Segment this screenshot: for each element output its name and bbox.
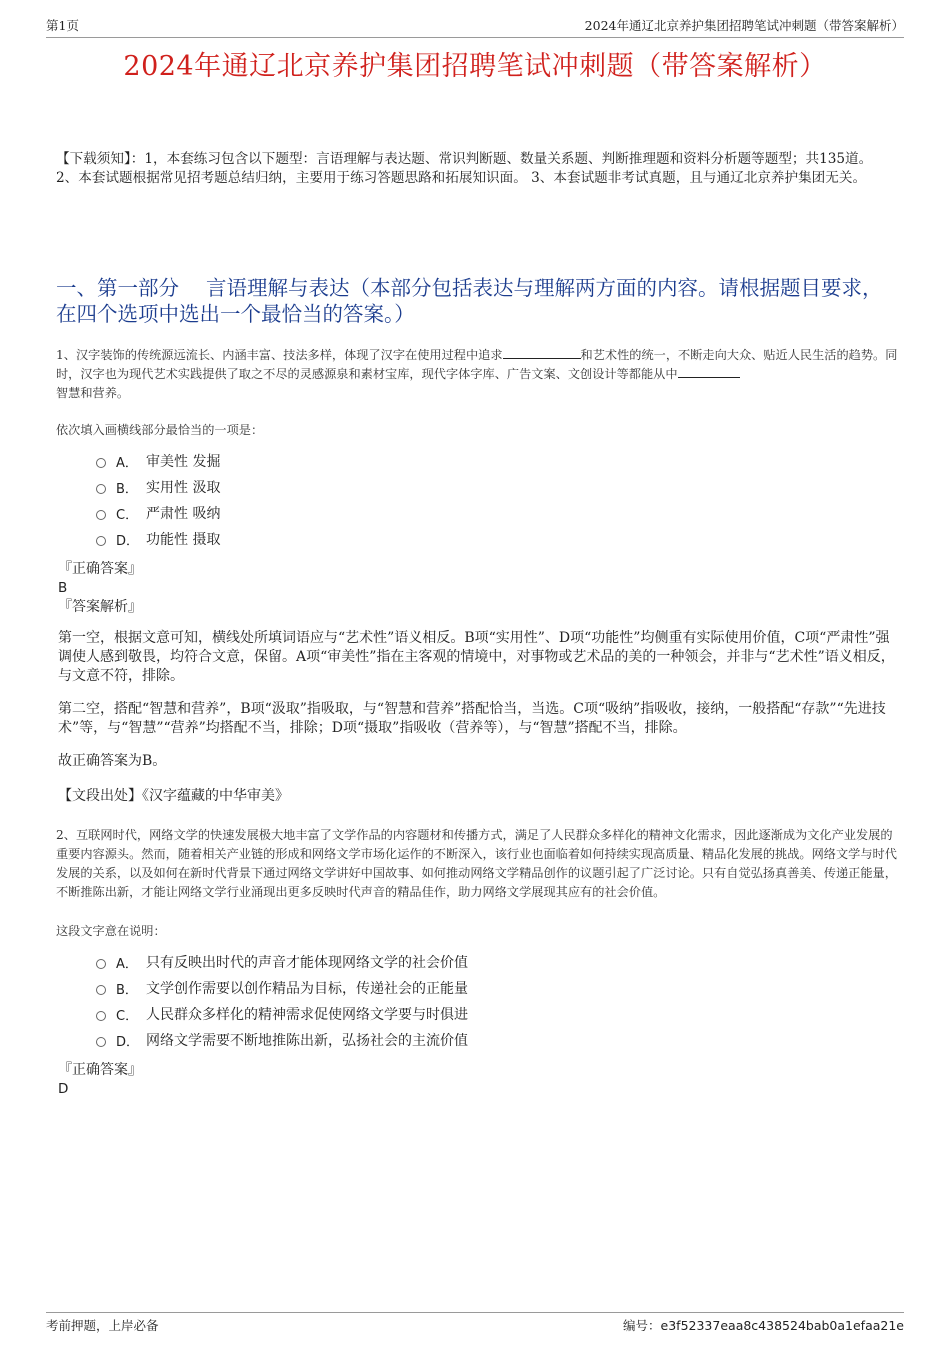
page-title: 2024年通辽北京养护集团招聘笔试冲刺题（带答案解析） xyxy=(123,51,827,82)
option-a[interactable] xyxy=(96,949,898,975)
option-letter: D． xyxy=(116,1034,140,1050)
option-d[interactable] xyxy=(96,1027,898,1053)
header-doc-title: 2024年通辽北京养护集团招聘笔试冲刺题（带答案解析） xyxy=(584,18,904,33)
question-1-options xyxy=(56,448,898,552)
question-1 xyxy=(56,346,898,805)
correct-answer-label: 『正确答案』 xyxy=(58,1062,142,1078)
option-text: 功能性 摄取 xyxy=(146,532,221,548)
option-d[interactable] xyxy=(96,526,898,552)
page-footer xyxy=(46,1312,904,1334)
analysis-paragraph-2: 第二空，搭配“智慧和营养”，B项“汲取”指吸取，与“智慧和营养”搭配恰当，当选。C项“吸纳”指吸收，接纳，一般搭配“存款”“先进技术”等，与“智慧”“营养”均搭配不当，排除；D项“摄取”指吸收（营养等），与“智慧”搭配不当，排除。 xyxy=(58,701,886,736)
option-text: 审美性 发掘 xyxy=(146,454,221,470)
correct-answer-value: B xyxy=(58,580,68,596)
correct-answer-value: D xyxy=(58,1081,69,1097)
question-1-stem xyxy=(56,346,898,403)
radio-icon[interactable] xyxy=(96,458,106,468)
radio-icon[interactable] xyxy=(96,510,106,520)
option-c[interactable] xyxy=(96,1001,898,1027)
option-letter: B． xyxy=(116,982,138,998)
question-2-prompt: 这段文字意在说明： xyxy=(56,924,166,938)
option-letter: D． xyxy=(116,533,140,549)
fill-blank xyxy=(678,365,740,378)
radio-icon[interactable] xyxy=(96,484,106,494)
option-letter: C． xyxy=(116,1008,139,1024)
option-text: 只有反映出时代的声音才能体现网络文学的社会价值 xyxy=(146,955,468,971)
option-text: 网络文学需要不断地推陈出新，弘扬社会的主流价值 xyxy=(146,1033,468,1049)
passage-source: 【文段出处】《汉字蕴藏的中华审美》 xyxy=(58,788,289,804)
option-text: 人民群众多样化的精神需求促使网络文学要与时俱进 xyxy=(146,1007,468,1023)
question-1-prompt: 依次填入画横线部分最恰当的一项是： xyxy=(56,423,264,437)
stem-text: 和艺术性的统一，不断走向大众、贴近人民生活的趋势。同时，汉字也为现代艺术实践提供了取之不尽的灵感源泉和素材宝库，现代字体字库、广告文案、文创设计等都能从中 xyxy=(56,348,898,381)
fill-blank xyxy=(503,346,581,359)
section-heading: 一、第一部分 言语理解与表达（本部分包括表达与理解两方面的内容。请根据题目要求，在四个选项中选出一个最恰当的答案。） xyxy=(56,276,883,326)
option-letter: C． xyxy=(116,507,139,523)
question-2-options xyxy=(56,949,898,1053)
analysis-paragraph-3: 故正确答案为B。 xyxy=(58,753,167,769)
option-a[interactable] xyxy=(96,448,898,474)
page-number: 第1页 xyxy=(46,18,79,33)
radio-icon[interactable] xyxy=(96,536,106,546)
option-b[interactable] xyxy=(96,975,898,1001)
footer-slogan: 考前押题，上岸必备 xyxy=(46,1318,159,1333)
code-value: e3f52337eaa8c438524bab0a1efaa21e xyxy=(660,1318,904,1333)
page-header xyxy=(46,12,904,38)
option-b[interactable] xyxy=(96,474,898,500)
radio-icon[interactable] xyxy=(96,985,106,995)
option-text: 严肃性 吸纳 xyxy=(146,506,221,522)
analysis-label: 『答案解析』 xyxy=(58,599,142,615)
option-text: 文学创作需要以创作精品为目标，传递社会的正能量 xyxy=(146,981,468,997)
question-2-stem: 2、互联网时代，网络文学的快速发展极大地丰富了文学作品的内容题材和传播方式，满足了人民群众多样化的精神文化需求，因此逐渐成为文化产业发展的重要内容源头。然而，随着相关产业链的形成和网络文学市场化运作的不断深入，该行业也面临着如何持续实现高质量、精品化发展的挑战。网络文学与时代发展的关系，以及如何在新时代背景下通过网络文学讲好中国故事、如何推动网络文学精品创作的议题引起了广泛讨论。只有自觉弘扬真善美、传递正能量，不断推陈出新，才能让网络文学行业涌现出更多反映时代声音的精品佳作，助力网络文学展现其应有的社会价值。 xyxy=(56,828,897,899)
option-letter: B． xyxy=(116,481,138,497)
document-code xyxy=(623,1316,904,1334)
correct-answer-label: 『正确答案』 xyxy=(58,561,142,577)
option-text: 实用性 汲取 xyxy=(146,480,221,496)
download-notice: 【下载须知】：1，本套练习包含以下题型：言语理解与表达题、常识判断题、数量关系题、判断推理题和资料分析题等题型；共135道。 2、本套试题根据常见招考题总结归纳，主要用于练习答题思路和拓展知识面。 3、本套试题非考试真题，且与通辽北京养护集团无关。 xyxy=(56,151,873,186)
stem-text: 1、汉字装饰的传统源远流长、内涵丰富、技法多样，体现了汉字在使用过程中追求 xyxy=(56,348,503,362)
analysis-paragraph-1: 第一空，根据文意可知，横线处所填词语应与“艺术性”语义相反。B项“实用性”、D项“功能性”均侧重有实际使用价值，C项“严肃性”强调使人感到敬畏，均符合文意，保留。A项“审美性”指在主客观的情境中，对事物或艺术品的美的一种领会，并非与“艺术性”语义相反，与文意不符，排除。 xyxy=(58,630,895,684)
radio-icon[interactable] xyxy=(96,1011,106,1021)
radio-icon[interactable] xyxy=(96,1037,106,1047)
option-letter: A． xyxy=(116,956,138,972)
code-label: 编号： xyxy=(623,1318,661,1333)
stem-text: 智慧和营养。 xyxy=(56,386,130,400)
radio-icon[interactable] xyxy=(96,959,106,969)
option-c[interactable] xyxy=(96,500,898,526)
question-2 xyxy=(56,826,898,1099)
option-letter: A． xyxy=(116,455,138,471)
